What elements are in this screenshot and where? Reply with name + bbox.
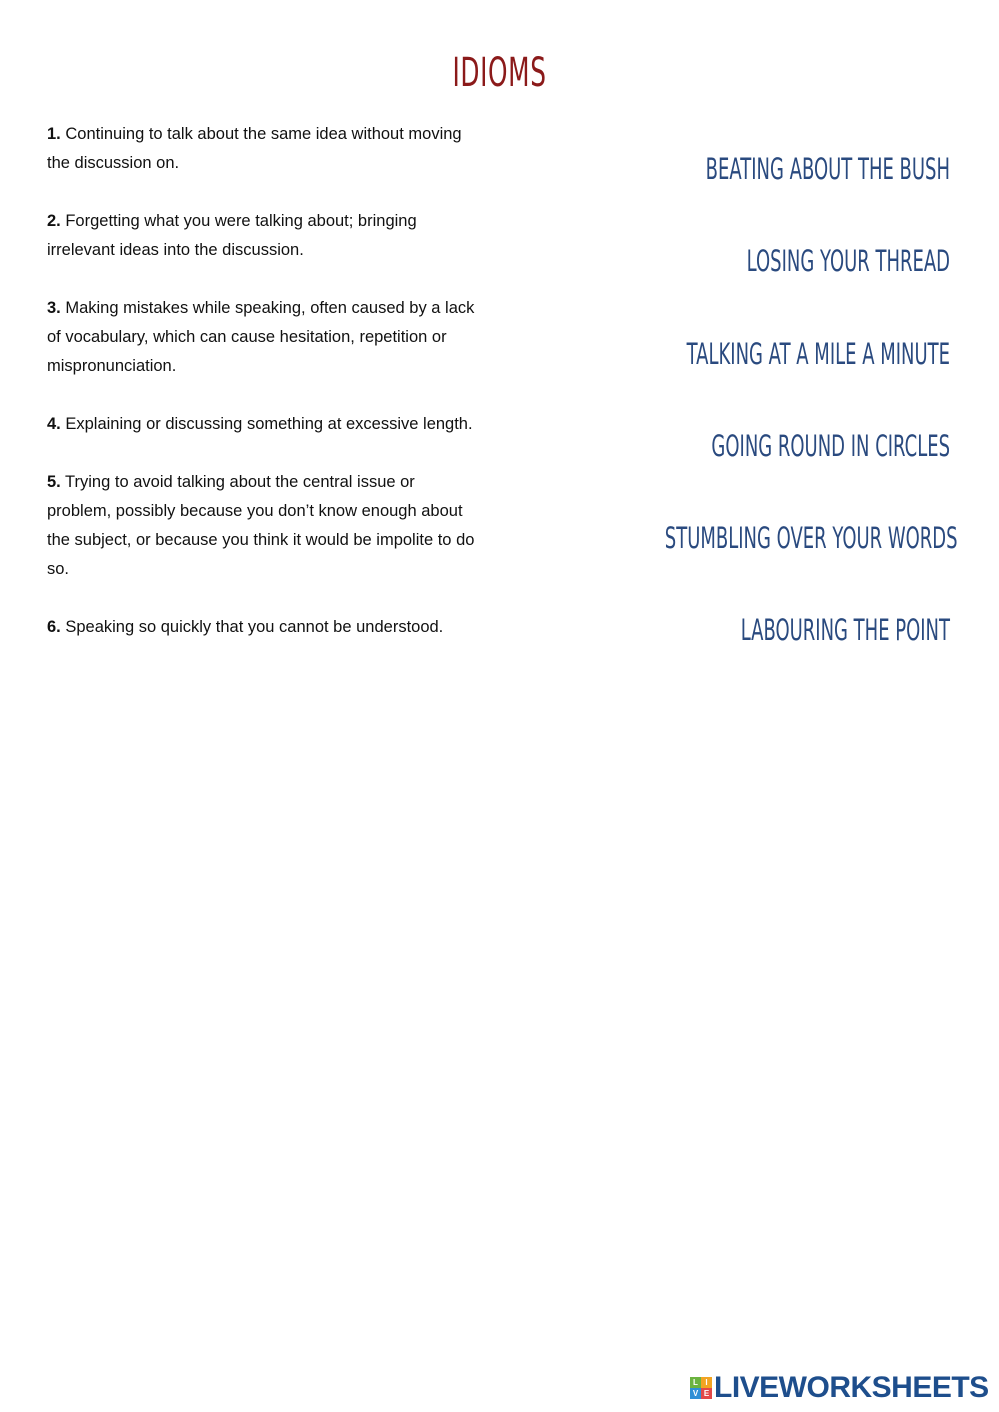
page-title: IDIOMS: [452, 50, 547, 96]
idiom-card[interactable]: GOING ROUND IN CIRCLES: [711, 428, 950, 463]
definition-text: Speaking so quickly that you cannot be understood.: [60, 618, 444, 636]
definitions-list: [47, 120, 477, 671]
logo-mark-icon: L I V E: [690, 1377, 712, 1399]
definition-number: 6.: [47, 618, 61, 636]
idioms-list: [490, 150, 958, 704]
definition-item: [47, 207, 477, 265]
idiom-card[interactable]: BEATING ABOUT THE BUSH: [705, 152, 950, 186]
definition-text: Trying to avoid talking about the central issue or problem, possibly because you don’t know enough about the subject, or because you think it would be impolite to do so.: [47, 473, 475, 578]
idiom-card[interactable]: LABOURING THE POINT: [740, 613, 950, 648]
liveworksheets-logo: [690, 1372, 989, 1404]
definition-text: Explaining or discussing something at excessive length.: [60, 415, 473, 433]
definition-item: [47, 410, 477, 439]
definition-number: 1.: [47, 125, 61, 143]
definition-item: [47, 613, 477, 642]
definition-number: 3.: [47, 299, 61, 317]
definition-text: Continuing to talk about the same idea without moving the discussion on.: [47, 125, 462, 172]
idiom-card[interactable]: STUMBLING OVER YOUR WORDS: [664, 521, 958, 556]
definition-number: 2.: [47, 212, 61, 230]
definition-text: Making mistakes while speaking, often caused by a lack of vocabulary, which can cause hesitation, repetition or mispronunciation.: [47, 299, 475, 375]
definition-item: [47, 120, 477, 178]
definition-number: 5.: [47, 473, 61, 491]
definition-item: [47, 468, 477, 584]
definition-number: 4.: [47, 415, 61, 433]
idiom-card[interactable]: LOSING YOUR THREAD: [746, 244, 950, 279]
idiom-card[interactable]: TALKING AT A MILE A MINUTE: [686, 336, 950, 371]
logo-text: LIVEWORKSHEETS: [714, 1371, 989, 1404]
definition-text: Forgetting what you were talking about; bringing irrelevant ideas into the discussion.: [47, 212, 417, 259]
definition-item: [47, 294, 477, 381]
